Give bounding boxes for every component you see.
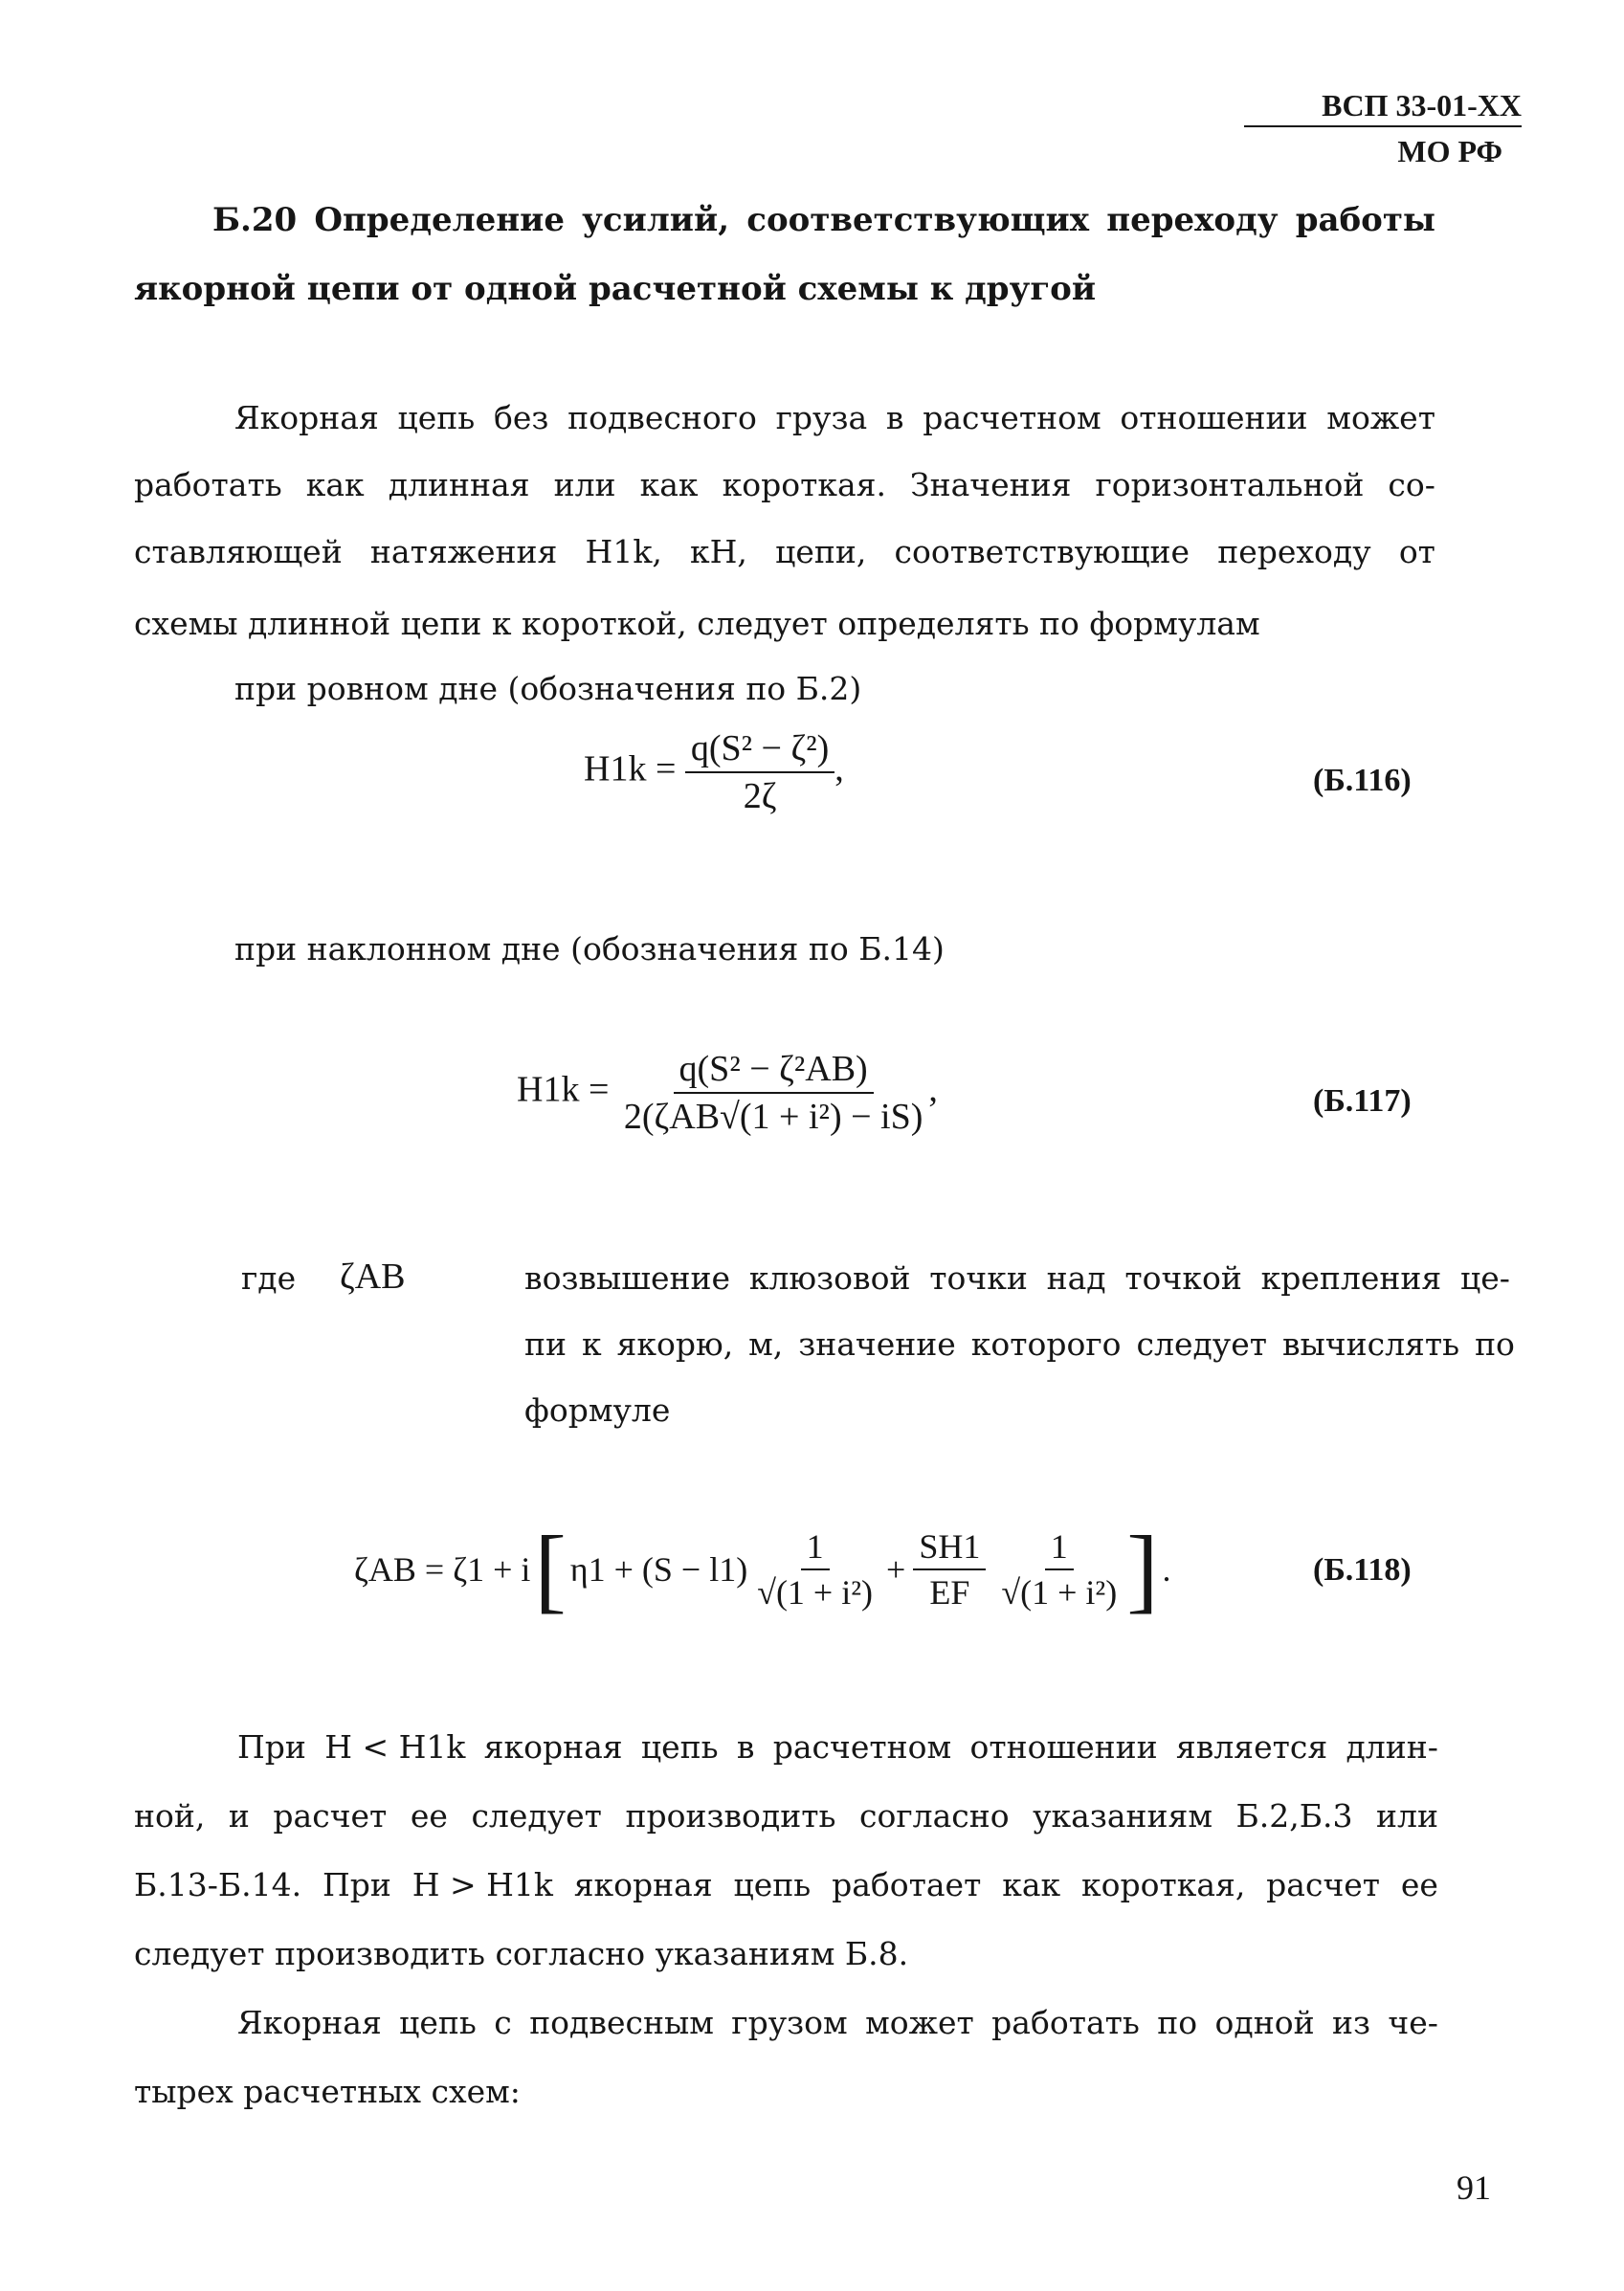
para2-line1: При H < H1k якорная цепь в расчетном отношении является длин- [237,1728,1438,1766]
right-bracket: ] [1126,1516,1159,1622]
sloped-bottom-label: при наклонном дне (обозначения по Б.14) [234,930,945,968]
left-bracket: [ [534,1516,567,1622]
equation-number-b117: (Б.117) [1313,1083,1412,1119]
document-code: ВСП 33-01-ХХ [1244,88,1522,127]
page-number: 91 [1457,2169,1491,2207]
organization: МО РФ [1397,134,1502,168]
equation-b116: H1k = $\frac{\text{q(S² − ζ²)}}{2\zeta}$ , [584,728,844,816]
para2-line2: ной, и расчет ее следует производить согласно указаниям Б.2,Б.3 или [134,1797,1438,1835]
section-title-line2: якорной цепи от одной расчетной схемы к другой [134,270,1097,308]
para1-line4: схемы длинной цепи к короткой, следует определять по формулам [134,605,1260,642]
where-symbol: ζAB [340,1257,406,1297]
where-word: где [241,1259,297,1297]
para3-line2: тырех расчетных схем: [134,2073,521,2110]
para1-line3: ставляющей натяжения H1k, кН, цепи, соответствующие переходу от [134,533,1435,570]
equation-b118: ζAB = ζ1 + i [ η1 + (S − l1) $\frac{1}{\text{√(1 + i²)}}$ + $\frac{SH1}{EF}$ $\frac{1}{\text{√(1 + i²)}}$ ] . [354,1516,1171,1622]
para3-line1: Якорная цепь с подвесным грузом может работать по одной из че- [237,2004,1438,2041]
para1-line2: работать как длинная или как короткая. Значения горизонтальной со- [134,466,1435,503]
para1-line1: Якорная цепь без подвесного груза в расчетном отношении может [234,399,1435,436]
equation-b117: H1k = $\frac{\text{q(S² − ζ²AB)}}{\text{2(ζAB√(1 + i²) − iS)}}$ , [517,1049,938,1137]
where-line2: пи к якорю, м, значение которого следует вычислять по [524,1325,1515,1363]
para2-line4: следует производить согласно указаниям Б.8. [134,1935,909,1972]
equation-number-b118: (Б.118) [1313,1552,1412,1588]
equation-number-b116: (Б.116) [1313,763,1412,798]
flat-bottom-label: при ровном дне (обозначения по Б.2) [234,670,862,707]
section-title-line1: Б.20 Определение усилий, соответствующих переходу работы [212,201,1435,239]
para2-line3: Б.13-Б.14. При H > H1k якорная цепь работает как короткая, расчет ее [134,1866,1438,1903]
where-line3: формуле [524,1391,671,1429]
where-line1: возвышение клюзовой точки над точкой крепления це- [524,1259,1510,1297]
